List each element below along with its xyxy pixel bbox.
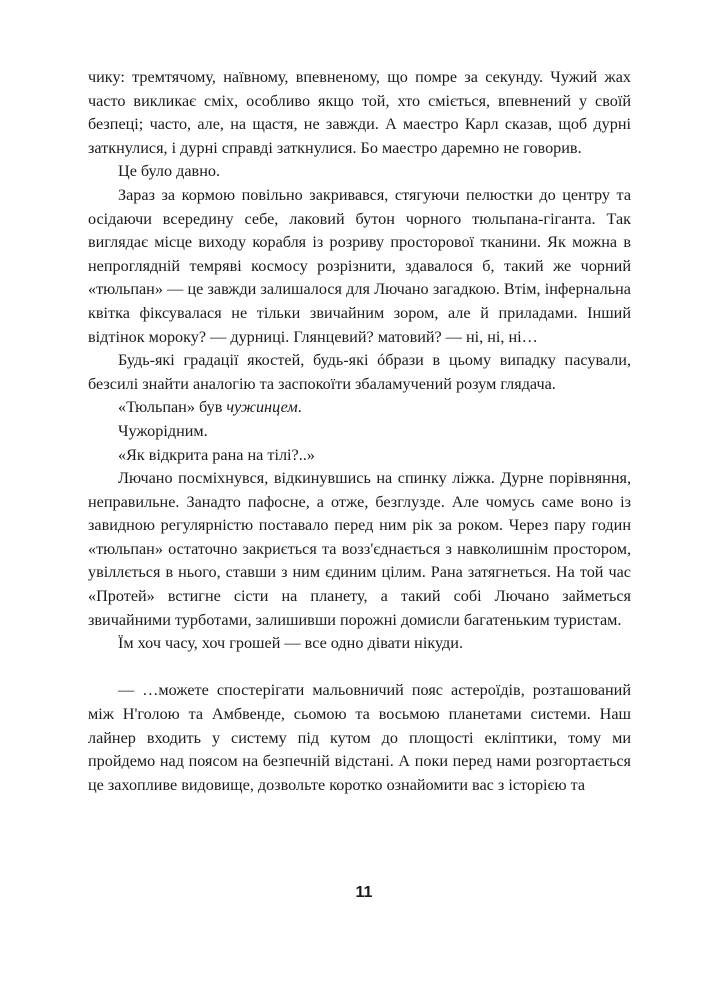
paragraph-7: «Як відкрита рана на тілі?..» — [118, 445, 315, 464]
paragraph-8: Лючано посміхнувся, відкинувшись на спинку ліжка. Дурне порівняння, неправильне. Занадто пафосне, а отже, безглузде. Але чомусь саме воно із завидною регулярністю поставало перед ним рік за роком. Через пару годин «тюльпан» остаточно закриється та возз'єднається з навколишнім простором, увіллється в нього, ставши з ним єдиним цілим. Рана затягнеться. На той час «Протей» встигне сісти на планету, а такий собі Лючано займеться звичайними турботами, залишивши порожні домисли багатеньким туристам. — [88, 469, 631, 629]
paragraph-5-prefix: «Тюльпан» був — [118, 398, 227, 417]
paragraph-3: Зараз за кормою повільно закривався, стягуючи пелюстки до центру та осідаючи всередину себе, лаковий бутон чорного тюльпана-гіганта. Так виглядає місце виходу корабля із розриву просторової тканини. Як можна в непроглядній темряві космосу розрізнити, здавалося б, такий же чорний «тюльпан» — це завжди залишалося для Лючано загадкою. Втім, інфернальна квітка фіксувалася не тільки звичайним зором, але й приладами. Інший відтінок мороку? — дурниці. Глянцевий? матовий? — ні, ні, ні… — [88, 185, 631, 346]
paragraph-9: Їм хоч часу, хоч грошей — все одно дівати нікуди. — [118, 634, 463, 653]
paragraph-5 — [88, 396, 631, 420]
paragraph-10: — …можете спостерігати мальовничий пояс астероїдів, розташований між Н'голою та Амбвенде, сьомою та восьмою планетами системи. Наш лайнер входить у систему під кутом до площості екліптики, тому ми пройдемо над поясом на безпечній відстані. А поки перед нами розгортається це захопливе видовище, дозвольте коротко ознайомити вас з історією та — [88, 681, 631, 794]
page-number: 11 — [355, 884, 373, 901]
paragraph-5-emphasis: чужинцем — [226, 398, 298, 417]
paragraph-4: Будь-які градації якостей, будь-які óбрази в цьому випадку пасували, безсилі знайти аналогію та заспокоїти збаламучений розум глядача. — [88, 351, 631, 393]
paragraph-5-suffix: . — [297, 398, 302, 417]
page-text — [88, 66, 631, 797]
paragraph-1: чику: тремтячому, наївному, впевненому, що помре за секунду. Чужий жах часто викликає сміх, особливо якщо той, хто сміється, впевнений у своїй безпеці; часто, але, на щастя, не завжди. А маестро Карл сказав, щоб дурні заткнулися, і дурні справді заткнулися. Бо маестро даремно не говорив. — [88, 68, 631, 157]
paragraph-6: Чужорідним. — [118, 421, 208, 440]
section-break — [88, 656, 631, 680]
paragraph-2: Це було давно. — [118, 162, 221, 181]
